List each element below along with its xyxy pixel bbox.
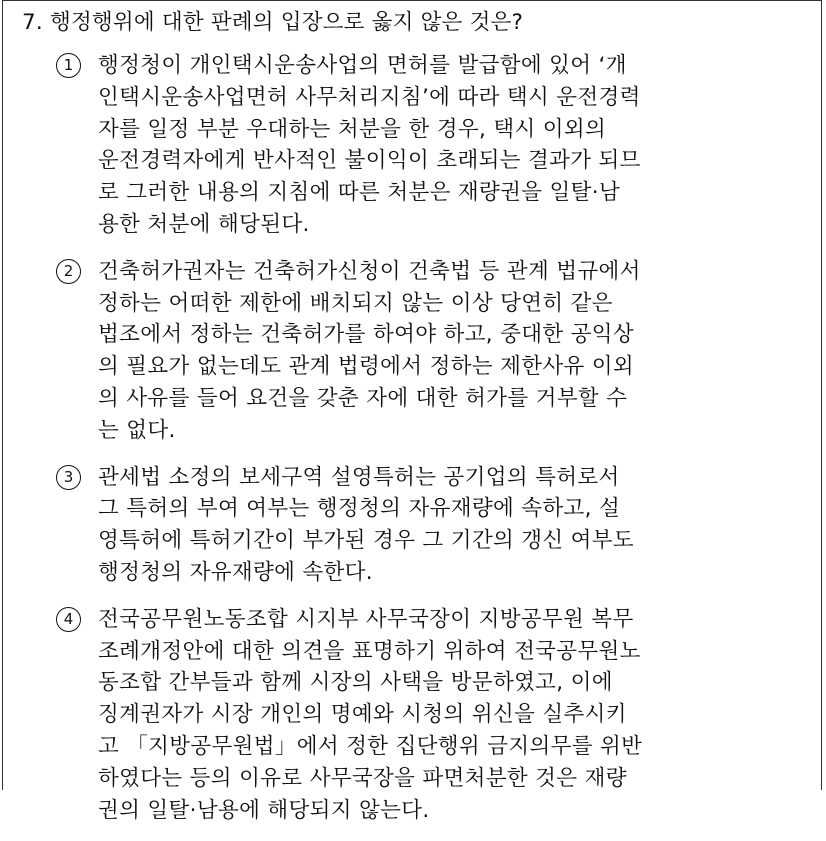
choice-1-line: 운전경력자에게 반사적인 불이익이 초래되는 결과가 되므	[98, 148, 641, 174]
choice-2-line: 건축허가권자는 건축허가신청이 건축법 등 관계 법규에서	[98, 258, 641, 284]
choice-3[interactable]	[56, 462, 796, 589]
choice-1-line: 인택시운송사업면허 사무처리지침’에 따라 택시 운전경력	[98, 84, 641, 110]
choice-4-line: 동조합 간부들과 함께 시장의 사택을 방문하였고, 이에	[98, 670, 613, 696]
choice-2-line: 의 사유를 들어 요건을 갖춘 자에 대한 허가를 거부할 수	[98, 385, 628, 411]
choice-4-line: 징계권자가 시장 개인의 명예와 시청의 위신을 실추시키	[98, 702, 627, 728]
choice-4-line: 권의 일탈·남용에 해당되지 않는다.	[98, 797, 430, 823]
choice-2[interactable]	[56, 256, 796, 447]
choice-2-marker: 2	[56, 259, 81, 284]
choice-4-line: 전국공무원노동조합 시지부 사무국장이 지방공무원 복무	[98, 606, 634, 632]
choice-1[interactable]	[56, 50, 796, 241]
question-text: 행정행위에 대한 판례의 입장으로 옳지 않은 것은?	[49, 10, 524, 35]
choice-1-line: 행정청이 개인택시운송사업의 면허를 발급함에 있어 ‘개	[98, 53, 627, 78]
choice-3-line: 그 특허의 부여 여부는 행정청의 자유재량에 속하고, 설	[98, 496, 621, 522]
choice-4[interactable]	[56, 604, 796, 827]
question-number: 7.	[22, 10, 43, 35]
choice-4-line: 고 「지방공무원법」에서 정한 집단행위 금지의무를 위반	[98, 733, 643, 759]
choice-2-line: 는 없다.	[98, 417, 176, 443]
choice-2-line: 의 필요가 없는데도 관계 법령에서 정하는 제한사유 이외	[98, 354, 635, 380]
choice-3-line: 영특허에 특허기간이 부가된 경우 그 기간의 갱신 여부도	[98, 528, 635, 554]
question-stem	[22, 7, 523, 39]
choice-1-line: 로 그러한 내용의 지침에 따른 처분은 재량권을 일탈·남	[98, 180, 621, 206]
choice-1-line: 용한 처분에 해당된다.	[98, 211, 310, 237]
choice-4-line: 조례개정안에 대한 의견을 표명하기 위하여 전국공무원노	[98, 638, 641, 664]
choice-2-line: 법조에서 정하는 건축허가를 하여야 하고, 중대한 공익상	[98, 322, 635, 348]
choice-3-marker: 3	[56, 465, 81, 490]
choice-1-marker: 1	[56, 53, 81, 78]
choice-list	[56, 50, 796, 841]
choice-3-line: 관세법 소정의 보세구역 설영특허는 공기업의 특허로서	[98, 464, 620, 490]
choice-3-line: 행정청의 자유재량에 속한다.	[98, 559, 373, 585]
choice-2-line: 정하는 어떠한 제한에 배치되지 않는 이상 당연히 같은	[98, 290, 613, 316]
choice-4-line: 하였다는 등의 이유로 사무국장을 파면처분한 것은 재량	[98, 765, 627, 791]
choice-4-marker: 4	[56, 607, 81, 632]
choice-1-line: 자를 일정 부분 우대하는 처분을 한 경우, 택시 이외의	[98, 116, 607, 142]
